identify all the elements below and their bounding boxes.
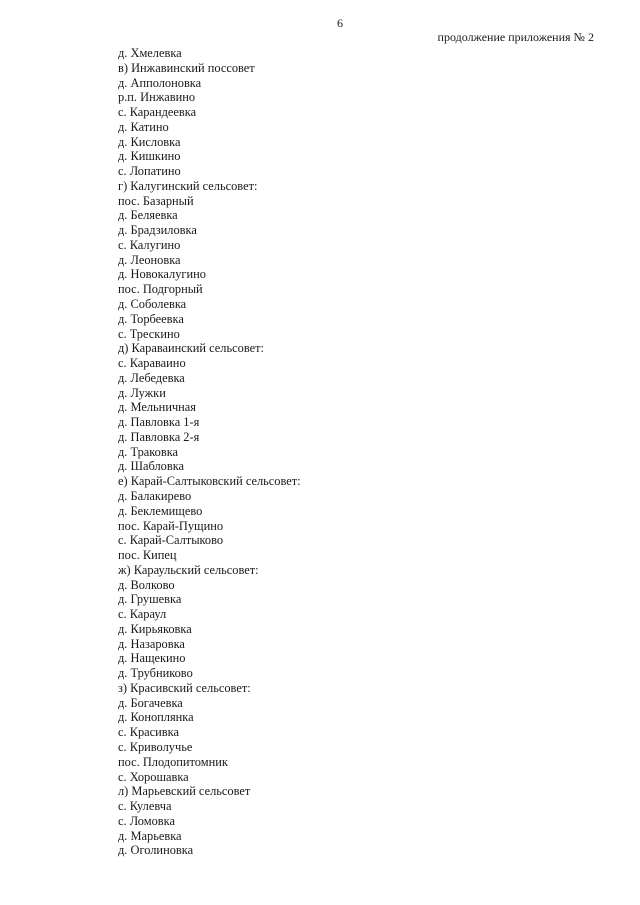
list-item: с. Хорошавка bbox=[118, 769, 189, 784]
list-item: д. Соболевка bbox=[118, 297, 187, 312]
list-item: д. Павловка 2-я bbox=[118, 429, 200, 444]
list-item: д. Хмелевка bbox=[118, 46, 182, 60]
list-item: с. Лопатино bbox=[118, 164, 181, 179]
list-item: д. Лужки bbox=[118, 385, 166, 400]
list-item: г) Калугинский сельсовет: bbox=[118, 178, 258, 193]
list-item: с. Караул bbox=[118, 607, 167, 622]
list-item: д. Торбеевка bbox=[118, 311, 184, 326]
list-item: д. Шабловка bbox=[118, 459, 185, 474]
list-item: д. Беляевка bbox=[118, 208, 178, 223]
list-item: в) Инжавинский поссовет bbox=[118, 60, 255, 75]
list-item: с. Трескино bbox=[118, 326, 180, 341]
page-header: продолжение приложения № 2 bbox=[437, 30, 594, 44]
list-item: д. Новокалугино bbox=[118, 267, 206, 282]
list-item: д. Марьевка bbox=[118, 828, 182, 843]
list-item: д. Мельничная bbox=[118, 400, 197, 415]
list-item: д) Караваинский сельсовет: bbox=[118, 341, 264, 356]
list-item: р.п. Инжавино bbox=[118, 90, 196, 105]
list-item: д. Грушевка bbox=[118, 592, 182, 607]
list-item: д. Беклемищево bbox=[118, 503, 203, 518]
list-item: с. Карандеевка bbox=[118, 105, 197, 120]
list-item: е) Карай-Салтыковский сельсовет: bbox=[118, 474, 301, 489]
list-item: д. Кирьяковка bbox=[118, 621, 192, 636]
list-item: д. Волково bbox=[118, 577, 175, 592]
list-item: д. Балакирево bbox=[118, 488, 192, 503]
list-item: пос. Подгорный bbox=[118, 282, 203, 297]
list-item: ж) Караульский сельсовет: bbox=[118, 562, 259, 577]
list-item: д. Нащекино bbox=[118, 651, 186, 666]
list-item: пос. Базарный bbox=[118, 193, 194, 208]
list-item: д. Оголиновка bbox=[118, 843, 194, 858]
list-item: с. Красивка bbox=[118, 725, 179, 740]
list-item: пос. Кипец bbox=[118, 548, 177, 563]
list-item: л) Марьевский сельсовет bbox=[118, 784, 251, 799]
list-item: д. Апполоновка bbox=[118, 75, 202, 90]
list-item: д. Кисловка bbox=[118, 134, 181, 149]
list-item: д. Леоновка bbox=[118, 252, 181, 267]
list-item: д. Траковка bbox=[118, 444, 179, 459]
list-item: с. Карай-Салтыково bbox=[118, 533, 224, 548]
list-item: пос. Плодопитомник bbox=[118, 754, 228, 769]
list-item: д. Богачевка bbox=[118, 695, 183, 710]
list-item: с. Криволучье bbox=[118, 739, 193, 754]
list-item: д. Кишкино bbox=[118, 149, 181, 164]
list-item: д. Назаровка bbox=[118, 636, 185, 651]
list-item: пос. Карай-Пущино bbox=[118, 518, 224, 533]
list-item: д. Коноплянка bbox=[118, 710, 194, 725]
list-item: с. Калугино bbox=[118, 237, 181, 252]
settlement-list bbox=[118, 46, 301, 858]
list-item: с. Кулевча bbox=[118, 799, 172, 814]
list-item: д. Брадзиловка bbox=[118, 223, 197, 238]
list-item: д. Павловка 1-я bbox=[118, 415, 200, 430]
list-item: с. Караваино bbox=[118, 356, 186, 371]
list-item: з) Красивский сельсовет: bbox=[118, 680, 251, 695]
list-item: д. Катино bbox=[118, 119, 169, 134]
list-item: с. Ломовка bbox=[118, 813, 175, 828]
list-item: д. Трубниково bbox=[118, 666, 193, 681]
list-item: д. Лебедевка bbox=[118, 370, 185, 385]
page-number: 6 bbox=[337, 16, 343, 30]
